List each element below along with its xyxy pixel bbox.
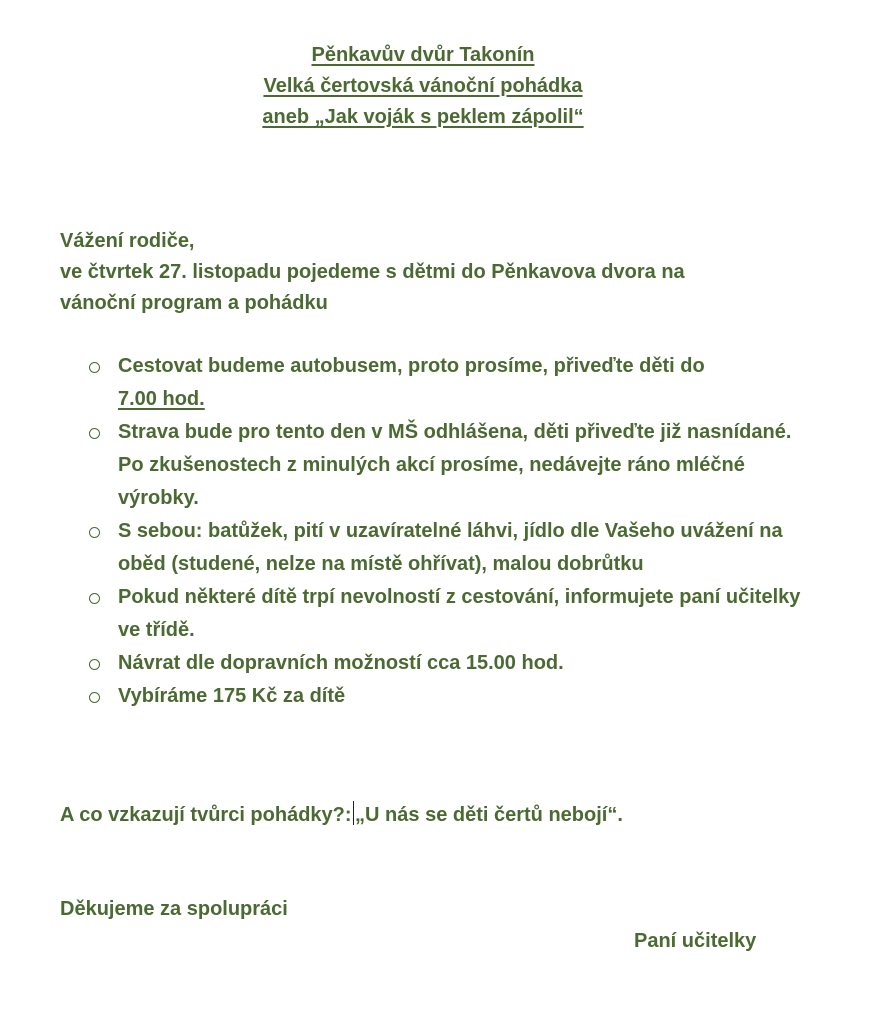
title-place: Pěnkavův dvůr Takonín xyxy=(311,44,535,66)
list-item xyxy=(86,416,806,515)
list-item-text: Cestovat budeme autobusem, proto prosíme, přiveďte děti do xyxy=(118,355,705,377)
closing-line: Děkujeme za spolupráci xyxy=(60,898,288,920)
list-item xyxy=(86,515,806,581)
circle-bullet-icon xyxy=(89,428,100,439)
info-list xyxy=(86,350,806,713)
signature: Paní učitelky xyxy=(634,930,757,952)
title-event: Velká čertovská vánoční pohádka xyxy=(263,75,583,97)
list-item-text: Pokud některé dítě trpí nevolností z cestování, informujete paní učitelky ve třídě. xyxy=(118,586,801,641)
list-item-text: Strava bude pro tento den v MŠ odhlášena, děti přiveďte již nasnídané. Po zkušenostech z minulých akcí prosíme, nedávejte ráno mléčné výrobky. xyxy=(118,421,792,509)
list-item xyxy=(86,647,806,680)
document-header xyxy=(0,40,846,133)
list-item-emphasis: 7.00 hod. xyxy=(118,388,205,410)
creators-message xyxy=(60,800,820,831)
circle-bullet-icon xyxy=(89,692,100,703)
intro-paragraph xyxy=(60,226,820,319)
question-quote: „U nás se děti čertů nebojí“. xyxy=(355,804,623,826)
question-prefix: A co vzkazují tvůrci pohádky?: xyxy=(60,804,352,826)
list-item xyxy=(86,350,806,416)
list-item-text: Vybíráme 175 Kč za dítě xyxy=(118,685,346,707)
circle-bullet-icon xyxy=(89,527,100,538)
circle-bullet-icon xyxy=(89,593,100,604)
circle-bullet-icon xyxy=(89,659,100,670)
text-cursor[interactable] xyxy=(353,801,355,825)
title-subtitle: aneb „Jak voják s peklem zápolil“ xyxy=(262,106,584,128)
list-item xyxy=(86,581,806,647)
intro-line-2: vánoční program a pohádku xyxy=(60,292,328,314)
circle-bullet-icon xyxy=(89,362,100,373)
list-item xyxy=(86,680,806,713)
list-item-text: S sebou: batůžek, pití v uzavíratelné láhvi, jídlo dle Vašeho uvážení na oběd (studené, nelze na místě ohřívat), malou dobrůtku xyxy=(118,520,783,575)
intro-line-1: ve čtvrtek 27. listopadu pojedeme s dětmi do Pěnkavova dvora na xyxy=(60,261,685,283)
list-item-text: Návrat dle dopravních možností cca 15.00 hod. xyxy=(118,652,564,674)
salutation: Vážení rodiče, xyxy=(60,230,195,252)
